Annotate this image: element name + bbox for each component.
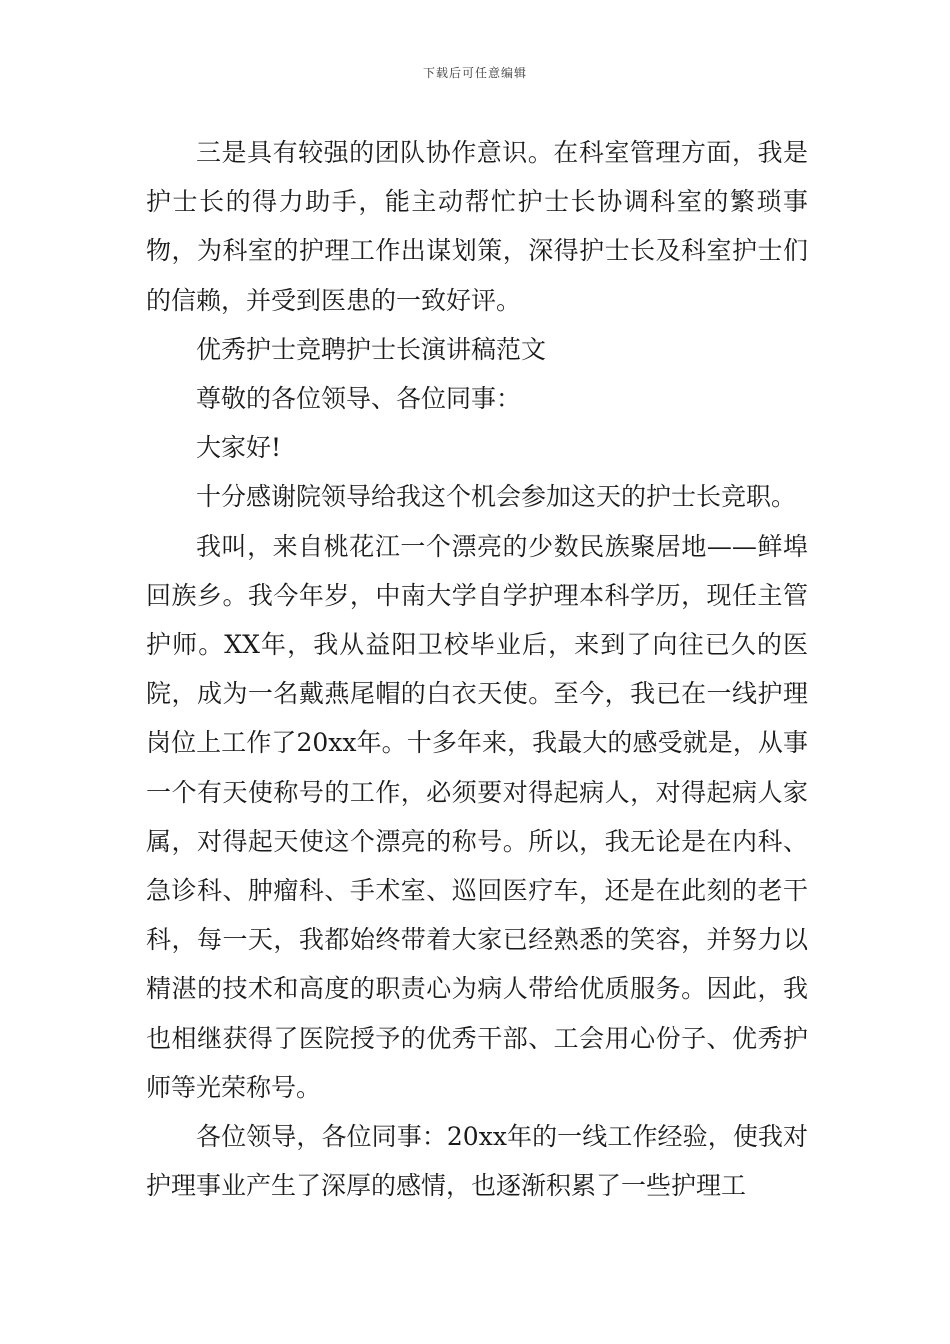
document-body [146, 128, 808, 1210]
paragraph-experience: 各位领导，各位同事：20xx年的一线工作经验，使我对护理事业产生了深厚的感情，也逐渐积累了一些护理工 [146, 1122, 808, 1201]
speech-title: 优秀护士竞聘护士长演讲稿范文 [196, 334, 547, 364]
greeting: 大家好! [196, 433, 282, 463]
salutation: 尊敬的各位领导、各位同事： [196, 384, 522, 414]
paragraph-introduction: 我叫，来自桃花江一个漂亮的少数民族聚居地——鲜埠回族乡。我今年岁，中南大学自学护理本科学历，现任主管护师。XX年，我从益阳卫校毕业后，来到了向往已久的医院，成为一名戴燕尾帽的白衣天使。至今，我已在一线护理岗位上工作了20xx年。十多年来，我最大的感受就是，从事一个有天使称号的工作，必须要对得起病人，对得起病人家属，对得起天使这个漂亮的称号。所以，我无论是在内科、急诊科、肿瘤科、手术室、巡回医疗车，还是在此刻的老干科，每一天，我都始终带着大家已经熟悉的笑容，并努力以精湛的技术和高度的职责心为病人带给优质服务。因此，我也相继获得了医院授予的优秀干部、工会用心份子、优秀护师等光荣称号。 [146, 531, 808, 1102]
paragraph-thanks: 十分感谢院领导给我这个机会参加这天的护士长竞职。 [196, 482, 797, 512]
page-header: 下载后可任意编辑 [422, 66, 527, 80]
paragraph-teamwork: 三是具有较强的团队协作意识。在科室管理方面，我是护士长的得力助手，能主动帮忙护士长协调科室的繁琐事物，为科室的护理工作出谋划策，深得护士长及科室护士们的信赖，并受到医患的一致好评。 [146, 138, 808, 315]
